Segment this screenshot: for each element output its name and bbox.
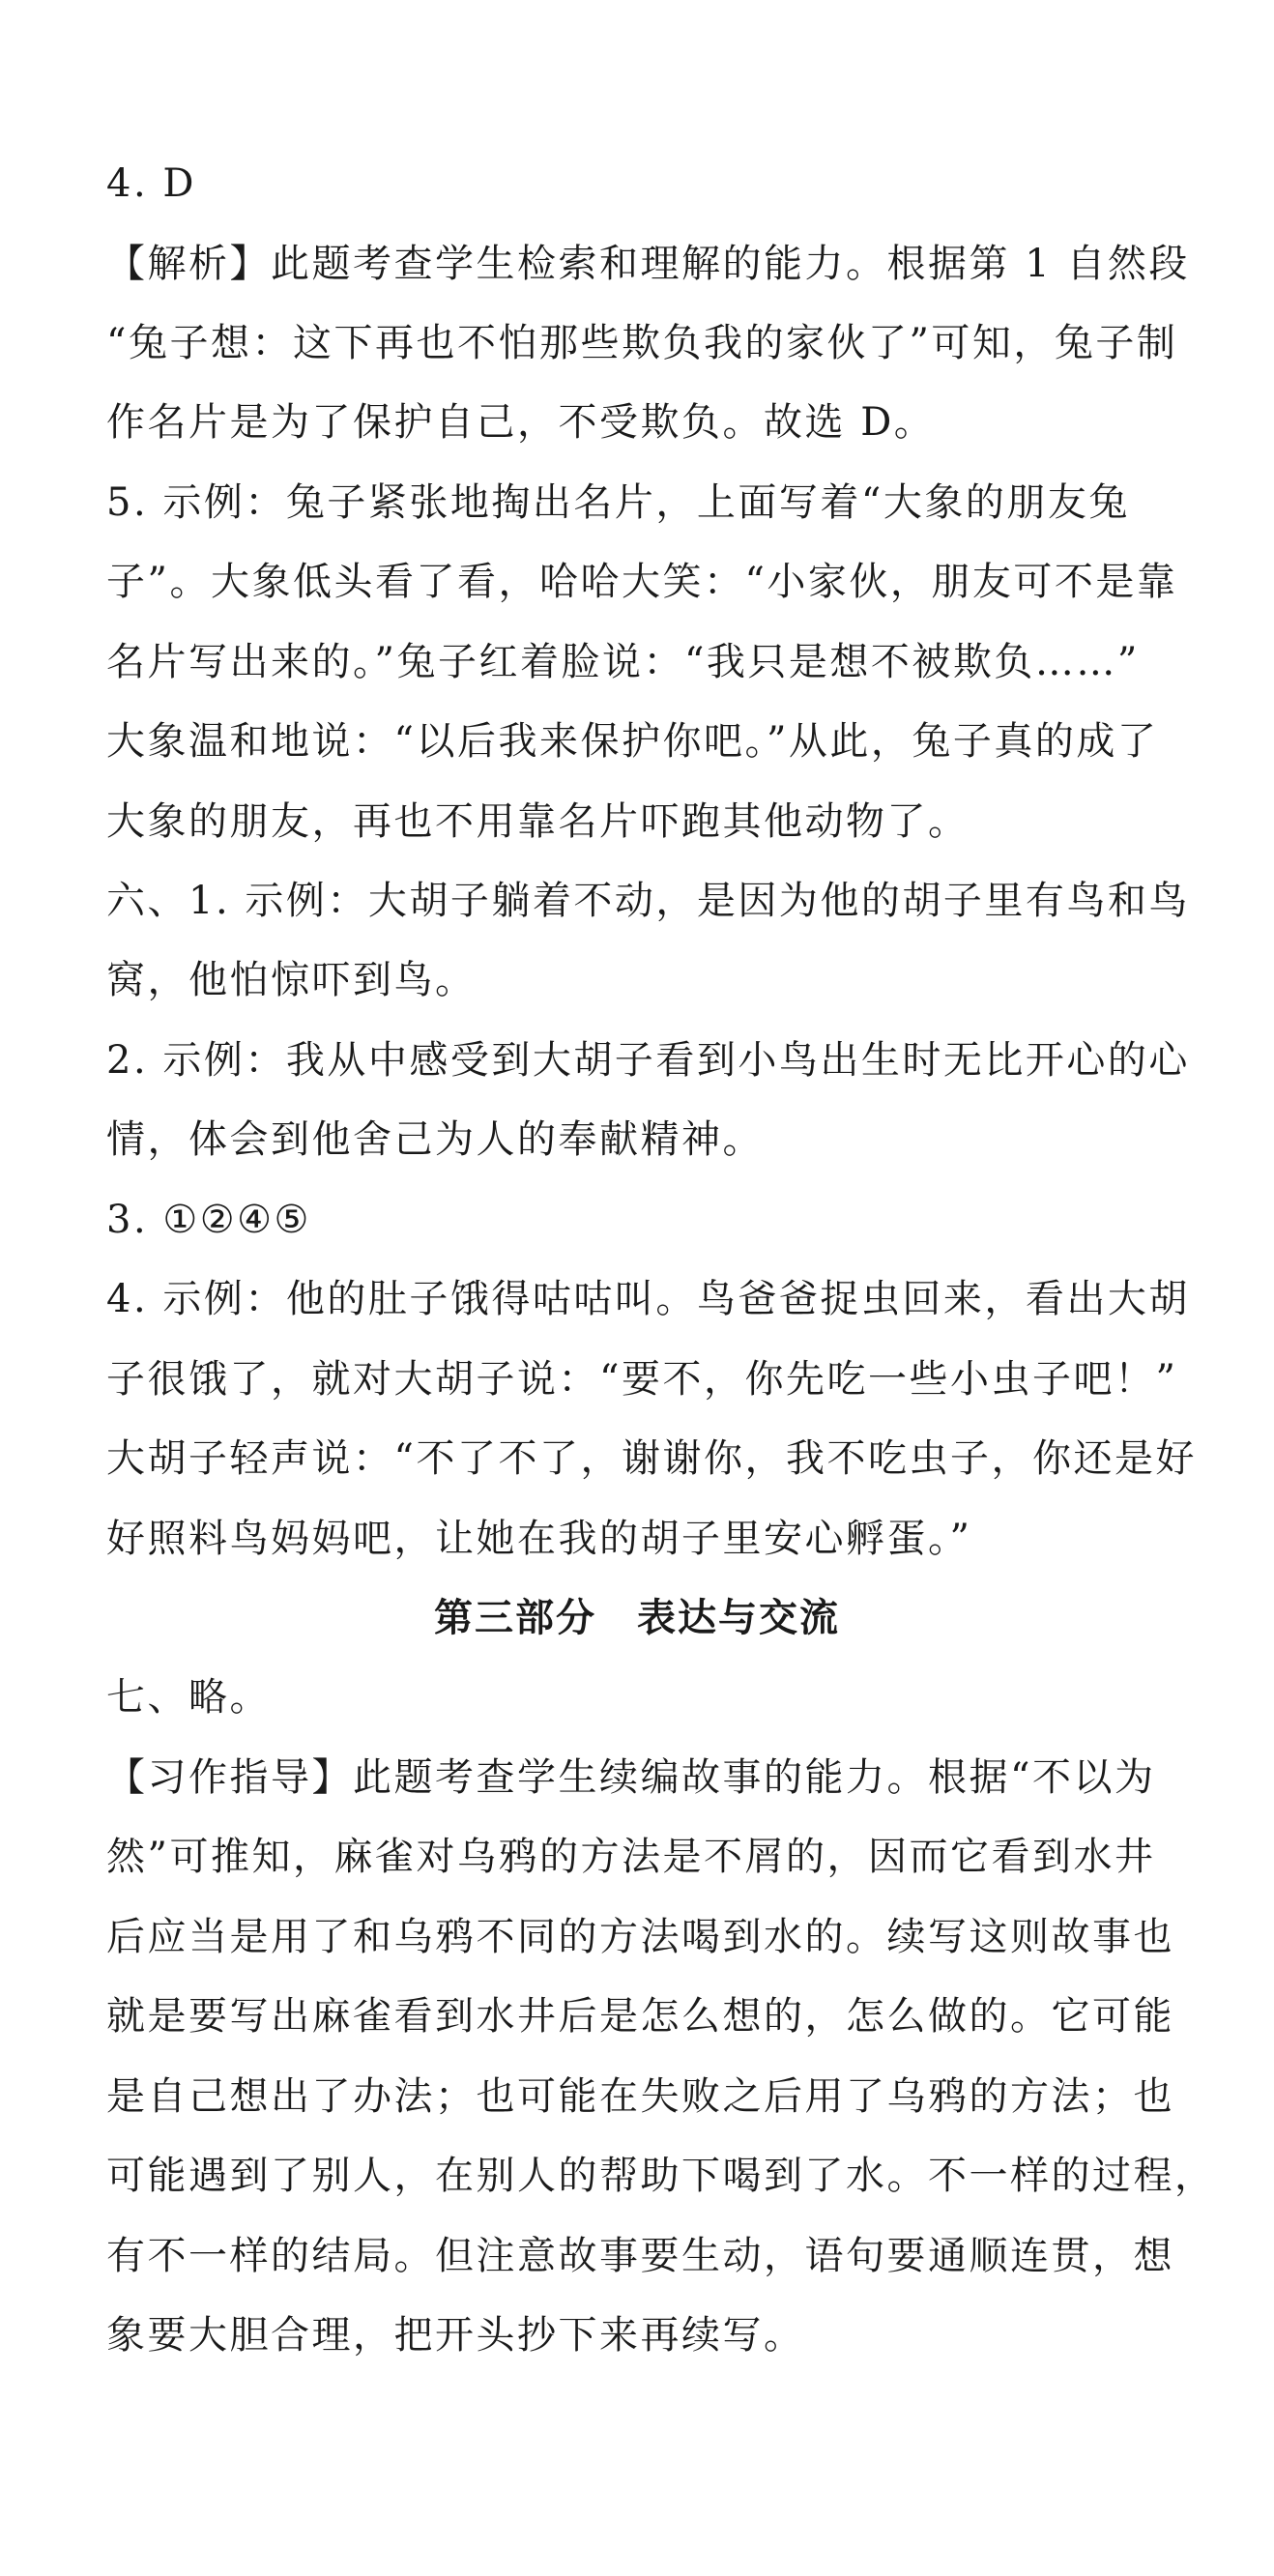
section-6-answer-1: 六、1. 示例：大胡子躺着不动，是因为他的胡子里有鸟和鸟 (106, 879, 1190, 923)
section-6-answer-1: 窝，他怕惊吓到鸟。 (106, 958, 477, 1002)
answer-4-choice: 4. D (106, 161, 196, 206)
answer-5-line: 5. 示例：兔子紧张地掏出名片，上面写着“大象的朋友兔 (106, 480, 1130, 525)
section-6-answer-4: 4. 示例：他的肚子饿得咕咕叫。鸟爸爸捉虫回来，看出大胡 (106, 1277, 1190, 1321)
section-6-answer-2: 2. 示例：我从中感受到大胡子看到小鸟出生时无比开心的心 (106, 1038, 1190, 1083)
answer-5-line: 子”。大象低头看了看，哈哈大笑：“小家伙，朋友可不是靠 (106, 560, 1178, 604)
answer-5-line: 名片写出来的。”兔子红着脸说：“我只是想不被欺负……” (106, 640, 1140, 684)
section-6-answer-4: 大胡子轻声说：“不了不了，谢谢你，我不吃虫子，你还是好 (106, 1436, 1197, 1481)
writing-guide-line: 可能遇到了别人，在别人的帮助下喝到了水。不一样的过程， (106, 2154, 1216, 2198)
part-three-heading: 第三部分 表达与交流 (434, 1596, 840, 1640)
section-6-answer-4: 好照料鸟妈妈吧，让她在我的胡子里安心孵蛋。” (106, 1517, 972, 1561)
section-7-answer: 七、略。 (106, 1675, 271, 1720)
analysis-line: 作名片是为了保护自己，不受欺负。故选 D。 (106, 400, 936, 445)
section-6-answer-2: 情，体会到他舍己为人的奉献精神。 (106, 1117, 764, 1162)
answer-5-line: 大象温和地说：“以后我来保护你吧。”从此，兔子真的成了 (106, 719, 1159, 764)
writing-guide-line: 象要大胆合理，把开头抄下来再续写。 (106, 2313, 805, 2358)
section-6-answer-4: 子很饿了，就对大胡子说：“要不，你先吃一些小虫子吧！” (106, 1357, 1178, 1402)
analysis-line: 【解析】此题考查学生检索和理解的能力。根据第 1 自然段 (106, 242, 1190, 286)
writing-guide-line: 有不一样的结局。但注意故事要生动，语句要通顺连贯，想 (106, 2234, 1174, 2278)
analysis-line: “兔子想：这下再也不怕那些欺负我的家伙了”可知，兔子制 (106, 321, 1178, 365)
writing-guide-line: 然”可推知，麻雀对乌鸦的方法是不屑的，因而它看到水井 (106, 1835, 1156, 1879)
writing-guide-line: 就是要写出麻雀看到水井后是怎么想的，怎么做的。它可能 (106, 1994, 1174, 2039)
writing-guide-line: 后应当是用了和乌鸦不同的方法喝到水的。续写这则故事也 (106, 1915, 1174, 1959)
section-6-answer-3: 3. ①②④⑤ (106, 1198, 311, 1242)
writing-guide-line: 是自己想出了办法；也可能在失败之后用了乌鸦的方法；也 (106, 2074, 1174, 2119)
writing-guide-line: 【习作指导】此题考查学生续编故事的能力。根据“不以为 (106, 1755, 1156, 1800)
answer-5-line: 大象的朋友，再也不用靠名片吓跑其他动物了。 (106, 799, 970, 844)
